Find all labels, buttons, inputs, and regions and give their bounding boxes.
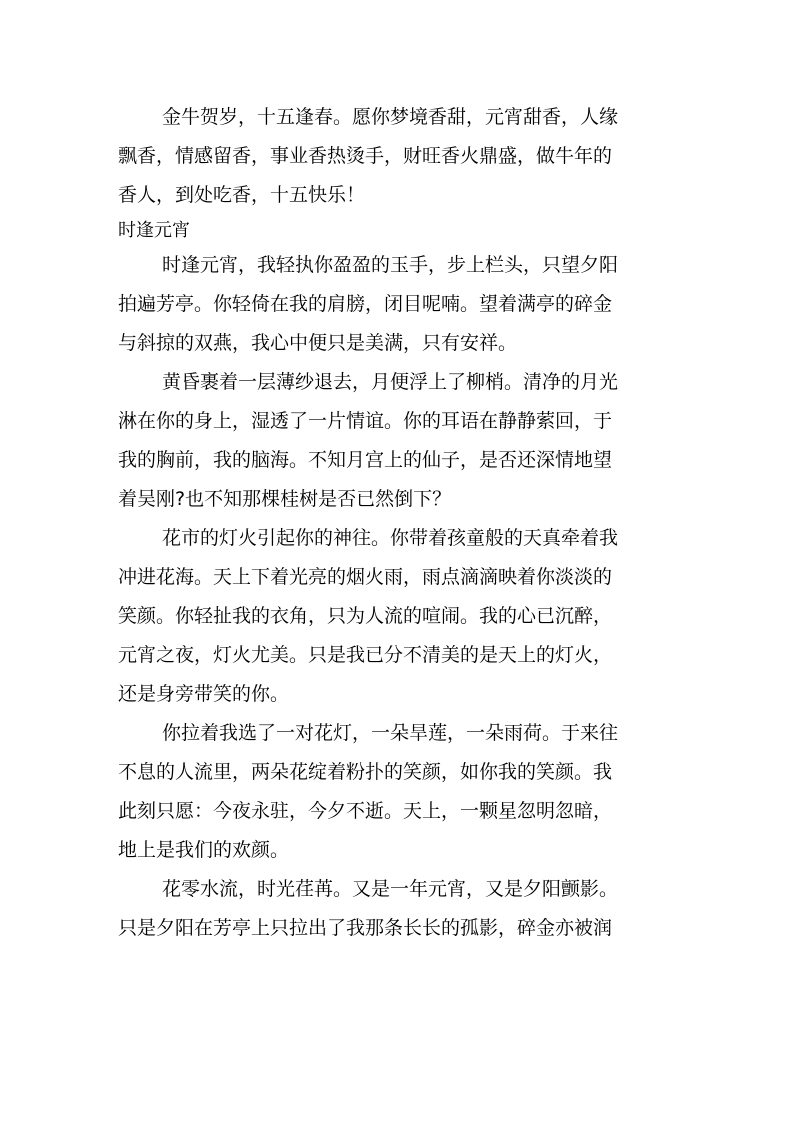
section-heading: 时逢元宵 [118,220,190,241]
paragraph-3 [118,519,678,714]
document-body [118,98,678,948]
paragraph-line: 时逢元宵，我轻执你盈盈的玉手，步上栏头，只望夕阳 [162,254,619,276]
paragraph-line: 拍遍芳亭。你轻倚在我的肩膀，闭目呢喃。望着满亭的碎金 [118,293,613,315]
paragraph-line: 此刻只愿：今夜永驻，今夕不逝。天上，一颗星忽明忽暗， [118,800,613,822]
paragraph-line: 冲进花海。天上下着光亮的烟火雨，雨点滴滴映着你淡淡的 [118,566,613,588]
paragraph-4 [118,714,678,870]
paragraph-line: 地上是我们的欢颜。 [118,839,290,861]
paragraph-line: 着吴刚?也不知那棵桂树是否已然倒下？ [118,488,452,510]
paragraph-line: 飘香，情感留香，事业香热烫手，财旺香火鼎盛，做牛年的 [118,145,613,167]
paragraph-greeting [118,98,678,215]
paragraph-line: 花市的灯火引起你的神往。你带着孩童般的天真牵着我 [162,527,619,549]
paragraph-line: 黄昏裹着一层薄纱退去，月便浮上了柳梢。清净的月光 [162,371,619,393]
paragraph-line: 与斜掠的双燕，我心中便只是美满，只有安祥。 [118,332,518,354]
paragraph-line: 笑颜。你轻扯我的衣角，只为人流的喧闹。我的心已沉醉， [118,605,613,627]
paragraph-line: 香人，到处吃香，十五快乐！ [118,184,366,206]
paragraph-line: 你拉着我选了一对花灯，一朵旱莲，一朵雨荷。于来往 [162,722,619,744]
paragraph-line: 还是身旁带笑的你。 [118,683,290,705]
paragraph-line: 我的胸前，我的脑海。不知月宫上的仙子，是否还深情地望 [118,449,613,471]
paragraph-line: 不息的人流里，两朵花绽着粉扑的笑颜，如你我的笑颜。我 [118,761,613,783]
paragraph-2 [118,363,678,519]
paragraph-1 [118,246,678,363]
paragraph-line: 金牛贺岁，十五逢春。愿你梦境香甜，元宵甜香，人缘 [162,106,619,128]
paragraph-line: 花零水流，时光荏苒。又是一年元宵，又是夕阳颤影。 [162,878,619,900]
paragraph-line: 淋在你的身上，湿透了一片情谊。你的耳语在静静萦回，于 [118,410,613,432]
paragraph-line: 元宵之夜，灯火尤美。只是我已分不清美的是天上的灯火， [118,644,613,666]
paragraph-line: 只是夕阳在芳亭上只拉出了我那条长长的孤影，碎金亦被润 [118,917,613,939]
paragraph-5 [118,870,678,948]
